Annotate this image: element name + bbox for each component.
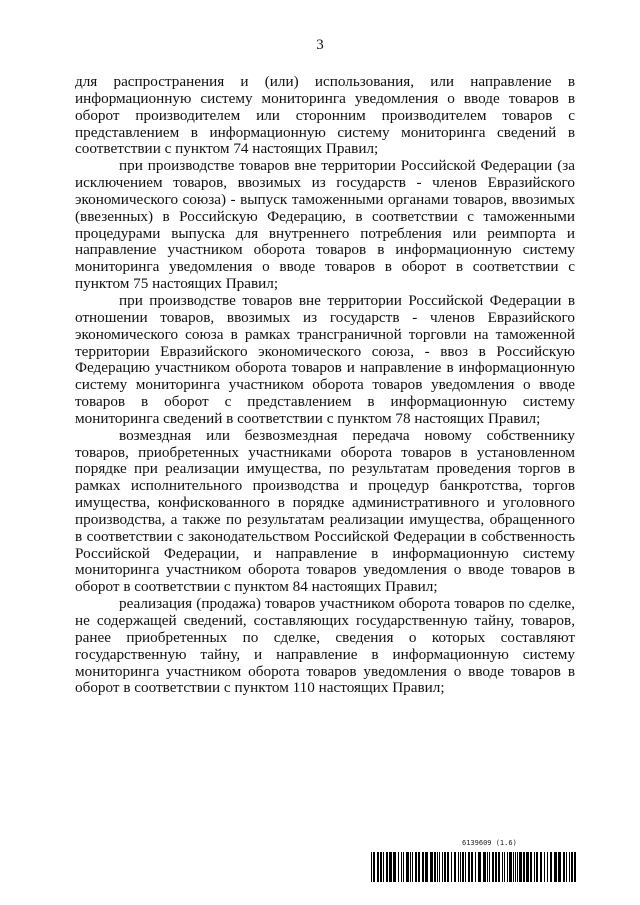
barcode-caption: 6139609 (1.6) bbox=[462, 839, 517, 847]
paragraph: возмездная или безвозмездная передача новому собственнику товаров, приобретенных участниками оборота товаров в установленном порядке при реализации имущества, по результатам проведения торгов в рамках исполнительного производства и процедур банкротства, торгов имущества, конфискованного в порядке административного и уголовного производства, а также по результатам реализации имущества, обращенного в соответствии с законодательством Российской Федерации в собственность Российской Федерации, и направление в информационную систему мониторинга участником оборота товаров уведомления о вводе товаров в оборот в соответствии с пунктом 84 настоящих Правил; bbox=[75, 426, 575, 596]
barcode-icon bbox=[371, 852, 579, 882]
page-number: 3 bbox=[316, 37, 324, 53]
paragraph: при производстве товаров вне территории Российской Федерации (за исключением товаров, ввозимых из государств - членов Евразийского экономического союза) - выпуск таможенными органами товаров, ввозимых (ввезенных) в Российскую Федерацию, в соответствии с таможенными процедурами выпуска для внутреннего потребления или реимпорта и направление участником оборота товаров в информационную систему мониторинга уведомления о вводе товаров в оборот в соответствии с пунктом 75 настоящих Правил; bbox=[75, 157, 575, 293]
paragraph: при производстве товаров вне территории Российской Федерации в отношении товаров, ввозимых из государств - членов Евразийского экономического союза в рамках трансграничной торговли на таможенной территории Евразийского экономического союза, - ввоз в Российскую Федерацию участником оборота товаров и направление в информационную систему мониторинга участником оборота товаров уведомления о вводе товаров в оборот с представлением в информационную систему мониторинга сведений в соответствии с пунктом 78 настоящих Правил; bbox=[75, 291, 575, 427]
document-barcode bbox=[371, 839, 579, 883]
document-body bbox=[75, 74, 575, 697]
paragraph: для распространения и (или) использования, или направление в информационную систему мониторинга уведомления о вводе товаров в оборот производителем или сторонним производителем товаров с представлением в информационную систему мониторинга сведений в соответствии с пунктом 74 настоящих Правил; bbox=[75, 73, 575, 158]
paragraph: реализация (продажа) товаров участником оборота товаров по сделке, не содержащей сведений, составляющих государственную тайну, товаров, ранее приобретенных по сделке, сведения о которых составляют государственную тайну, и направление в информационную систему мониторинга участником оборота товаров уведомления о вводе товаров в оборот в соответствии с пунктом 110 настоящих Правил; bbox=[75, 595, 575, 697]
